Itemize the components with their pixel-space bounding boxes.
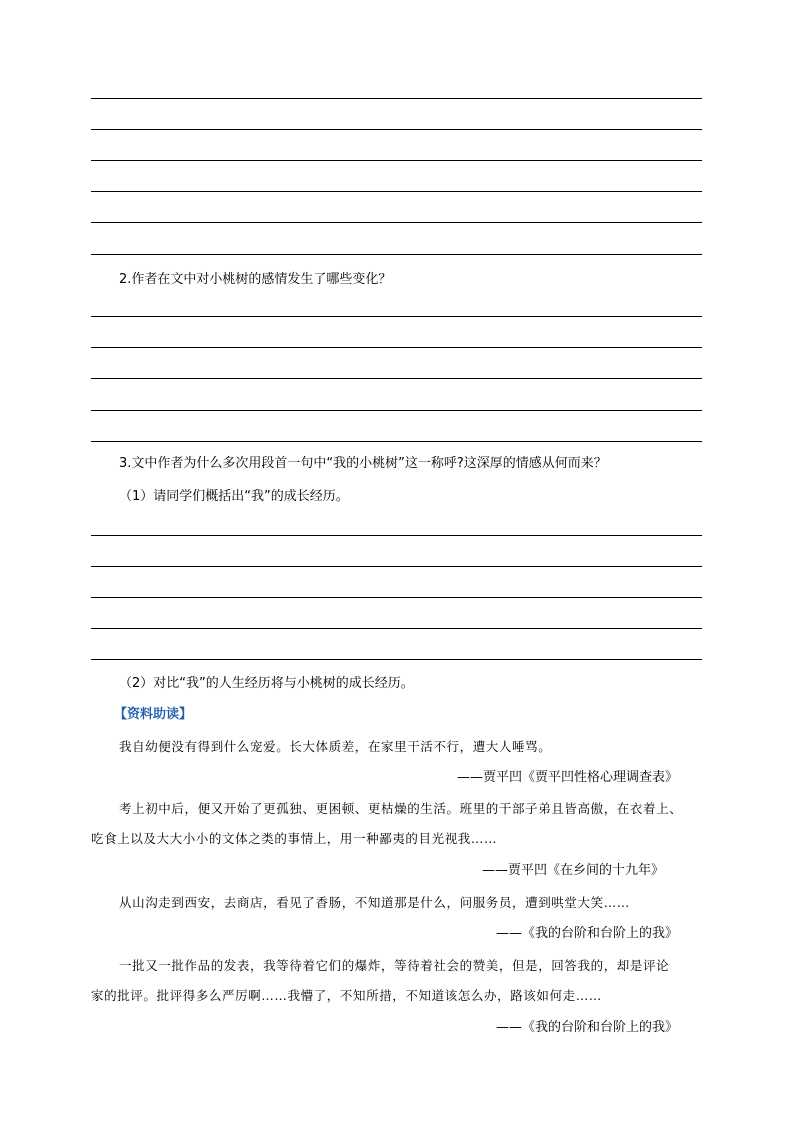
answer-line bbox=[91, 222, 702, 223]
answer-line bbox=[91, 441, 702, 442]
question-3-sub-1: （1）请同学们概括出“我”的成长经历。 bbox=[119, 489, 349, 504]
answer-line bbox=[91, 160, 702, 161]
answer-line bbox=[91, 410, 702, 411]
answer-line bbox=[91, 347, 702, 348]
answer-line bbox=[91, 191, 702, 192]
reading-source: ——贾平凹《贾平凹性格心理调查表》 bbox=[456, 770, 678, 785]
answer-line bbox=[91, 129, 702, 130]
answer-line bbox=[91, 254, 702, 255]
answer-line bbox=[91, 659, 702, 660]
answer-line bbox=[91, 628, 702, 629]
reading-source: ——《我的台阶和台阶上的我》 bbox=[495, 926, 678, 941]
question-3-sub-2: （2）对比“我”的人生经历将与小桃树的成长经历。 bbox=[119, 676, 414, 691]
reading-paragraph: 吃食上以及大大小小的文体之类的事情上，用一种鄙夷的目光视我…… bbox=[91, 831, 498, 846]
answer-line bbox=[91, 316, 702, 317]
reading-heading: 【资料助读】 bbox=[114, 707, 193, 722]
answer-line bbox=[91, 597, 702, 598]
reading-paragraph: 一批又一批作品的发表，我等待着它们的爆炸，等待着社会的赞美，但是，回答我的，却是评论 bbox=[119, 958, 670, 973]
answer-line bbox=[91, 378, 702, 379]
reading-source: ——贾平凹《在乡间的十九年》 bbox=[481, 863, 664, 878]
question-3: 3.文中作者为什么多次用段首一句中“我的小桃树”这一称呼?这深厚的情感从何而来？ bbox=[119, 456, 607, 471]
reading-paragraph: 我自幼便没有得到什么宠爱。长大体质差，在家里干活不行，遭大人唾骂。 bbox=[119, 739, 552, 754]
answer-line bbox=[91, 535, 702, 536]
answer-line bbox=[91, 566, 702, 567]
reading-paragraph: 从山沟走到西安，去商店，看见了香肠，不知道那是什么，问服务员，遭到哄堂大笑…… bbox=[119, 895, 630, 910]
reading-paragraph: 考上初中后，便又开始了更孤独、更困顿、更枯燥的生活。班里的干部子弟且皆高傲，在衣着上、 bbox=[119, 801, 683, 816]
reading-source: ——《我的台阶和台阶上的我》 bbox=[495, 1020, 678, 1035]
question-2: 2.作者在文中对小桃树的感情发生了哪些变化？ bbox=[119, 272, 392, 287]
reading-paragraph: 家的批评。批评得多么严厉啊……我懵了，不知所措，不知道该怎么办，路该如何走…… bbox=[91, 988, 602, 1003]
answer-line bbox=[91, 98, 702, 99]
